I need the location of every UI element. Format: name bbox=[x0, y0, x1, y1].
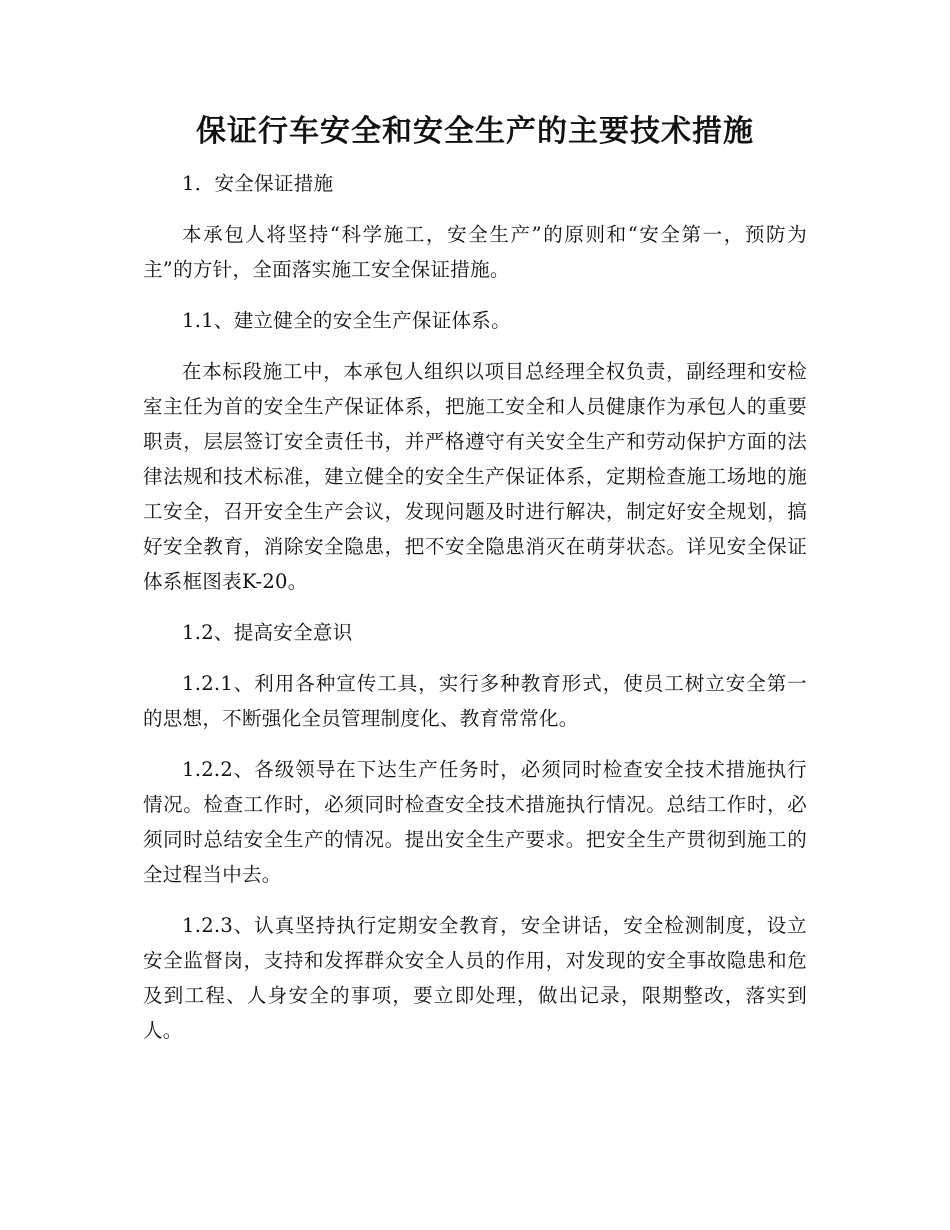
document-body bbox=[143, 166, 807, 1048]
paragraph: 1.2.1、利用各种宣传工具，实行多种教育形式，使员工树立安全第一的思想，不断强化全员管理制度化、教育常常化。 bbox=[143, 672, 807, 730]
section-heading: 1．安全保证措施 bbox=[182, 172, 334, 195]
subsection-heading: 1.2、提高安全意识 bbox=[182, 621, 353, 644]
paragraph: 本承包人将坚持“科学施工，安全生产”的原则和“安全第一，预防为主”的方针，全面落实施工安全保证措施。 bbox=[143, 223, 807, 281]
paragraph: 1.2.2、各级领导在下达生产任务时，必须同时检查安全技术措施执行情况。检查工作时，必须同时检查安全技术措施执行情况。总结工作时，必须同时总结安全生产的情况。提出安全生产要求。把安全生产贯彻到施工的全过程当中去。 bbox=[143, 758, 807, 886]
page-title: 保证行车安全和安全生产的主要技术措施 bbox=[196, 114, 754, 149]
paragraph: 在本标段施工中，本承包人组织以项目总经理全权负责，副经理和安检室主任为首的安全生产保证体系，把施工安全和人员健康作为承包人的重要职责，层层签订安全责任书，并严格遵守有关安全生产和劳动保护方面的法律法规和技术标准，建立健全的安全生产保证体系，定期检查施工场地的施工安全，召开安全生产会议，发现问题及时进行解决，制定好安全规划，搞好安全教育，消除安全隐患，把不安全隐患消灭在萌芽状态。详见安全保证体系框图表K-20。 bbox=[143, 360, 807, 593]
subsection-heading: 1.1、建立健全的安全生产保证体系。 bbox=[182, 309, 511, 332]
paragraph: 1.2.3、认真坚持执行定期安全教育，安全讲话，安全检测制度，设立安全监督岗，支持和发挥群众安全人员的作用，对发现的安全事故隐患和危及到工程、人身安全的事项，要立即处理，做出记录，限期整改，落实到人。 bbox=[143, 914, 807, 1042]
